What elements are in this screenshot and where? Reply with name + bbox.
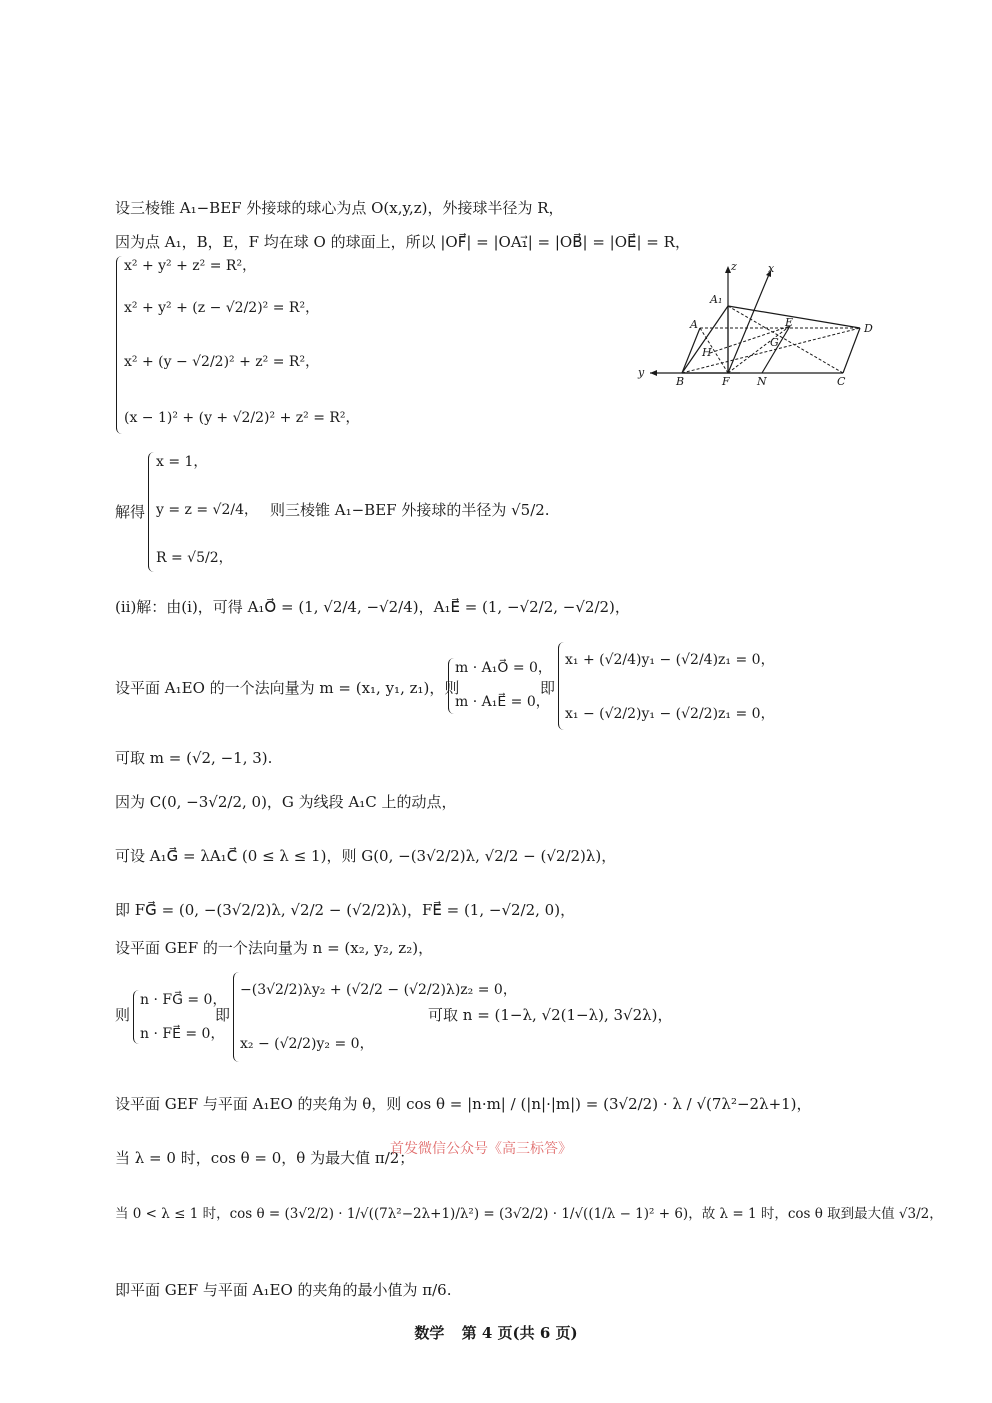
watermark-text: 首发微信公众号《高三标答》	[390, 1141, 572, 1157]
system1-eq-2: x² + y² + (z − √2/2)² = R²，	[124, 300, 320, 316]
ji-label-2: 即	[215, 1006, 231, 1024]
solution-brace	[148, 452, 155, 572]
system1-eq-1: x² + y² + z² = R²，	[124, 258, 257, 274]
text-line-final-answer: 即平面 GEF 与平面 A₁EO 的夹角的最小值为 π/6.	[115, 1281, 452, 1299]
text-line-lambda-zero: 当 λ = 0 时，cos θ = 0，θ 为最大值 π/2；	[115, 1149, 415, 1167]
x-axis	[728, 272, 770, 373]
text-line-cos-theta: 设平面 GEF 与平面 A₁EO 的夹角为 θ，则 cos θ = |n·m| / (|n|·|m|) = (3√2/2) · λ / √(7λ²−2λ+1)，	[115, 1095, 812, 1113]
edge-CD	[843, 328, 860, 373]
label-C: C	[837, 375, 846, 388]
system-m2-eq-2: x₁ − (√2/2)y₁ − (√2/2)z₁ = 0，	[565, 706, 775, 722]
system-n2-eq-2: x₂ − (√2/2)y₂ = 0，	[240, 1036, 374, 1052]
text-line-point-C: 因为 C(0, −3√2/2, 0)，G 为线段 A₁C 上的动点，	[115, 793, 457, 811]
label-E: E	[785, 316, 794, 329]
text-line-FG-FE: 即 FG⃗ = (0, −(3√2/2)λ, √2/2 − (√2/2)λ)，FE⃗ = (1, −√2/2, 0)，	[115, 901, 576, 919]
solution-yz: y = z = √2/4，	[156, 502, 258, 518]
solution-R: R = √5/2，	[156, 550, 233, 566]
solve-prefix: 解得	[115, 503, 146, 521]
ze-label: 则	[115, 1006, 131, 1024]
label-D: D	[864, 322, 873, 335]
label-H: H	[702, 346, 712, 359]
system-n-brace	[133, 990, 140, 1044]
solution-conclusion: 则三棱锥 A₁−BEF 外接球的半径为 √5/2.	[270, 501, 550, 519]
system-brace-1	[116, 256, 123, 434]
text-line-normal-m: 设平面 A₁EO 的一个法向量为 m = (x₁, y₁, z₁)，则	[115, 679, 460, 697]
page-footer	[0, 1322, 992, 1343]
label-A: A	[690, 318, 698, 331]
system1-eq-4: (x − 1)² + (y + √2/2)² + z² = R²，	[124, 410, 360, 426]
label-z: z	[731, 260, 737, 273]
label-A1: A₁	[710, 293, 723, 306]
footer-page-number: 第 4 页(共 6 页)	[461, 1324, 578, 1342]
system-m2-brace	[558, 642, 565, 730]
text-line-part-ii: (ⅱ)解：由(ⅰ)，可得 A₁O⃗ = (1, √2/4, −√2/4)，A₁E⃗ = (1, −√2/2, −√2/2)，	[115, 598, 630, 616]
text-line-sphere-center: 设三棱锥 A₁−BEF 外接球的球心为点 O(x,y,z)，外接球半径为 R，	[115, 199, 564, 217]
text-line-sphere-radius: 因为点 A₁，B，E，F 均在球 O 的球面上，所以 |OF⃗| = |OA₁⃗| = |OB⃗| = |OE⃗| = R，	[115, 233, 690, 251]
system-m-brace	[448, 658, 455, 714]
text-line-lambda-range: 当 0 < λ ≤ 1 时，cos θ = (3√2/2) · 1/√((7λ²−2λ+1)/λ²) = (3√2/2) · 1/√((1/λ − 1)² + 6)，故 λ = 1 时，cos θ 取到最大值 √3/2，	[115, 1206, 943, 1222]
system-n-eq-1: n · FG⃗ = 0，	[140, 992, 227, 1008]
label-x: x	[768, 262, 775, 275]
label-y: y	[638, 366, 645, 379]
text-line-normal-n: 设平面 GEF 的一个法向量为 n = (x₂, y₂, z₂)，	[115, 939, 434, 957]
system-n2-eq-1: −(3√2/2)λy₂ + (√2/2 − (√2/2)λ)z₂ = 0，	[240, 982, 517, 998]
text-n-value: 可取 n = (1−λ, √2(1−λ), 3√2λ)，	[428, 1006, 673, 1024]
system-n-eq-2: n · FE⃗ = 0，	[140, 1026, 225, 1042]
system-m-eq-2: m · A₁E⃗ = 0，	[455, 694, 550, 710]
footer-subject: 数学	[414, 1324, 445, 1342]
label-F: F	[722, 375, 730, 388]
text-line-m-value: 可取 m = (√2, −1, 3).	[115, 749, 273, 767]
system-m2-eq-1: x₁ + (√2/4)y₁ − (√2/4)z₁ = 0，	[565, 652, 775, 668]
system1-eq-3: x² + (y − √2/2)² + z² = R²，	[124, 354, 320, 370]
y-arrow	[650, 370, 657, 376]
solution-x: x = 1，	[156, 454, 208, 470]
label-G: G	[770, 336, 779, 349]
ji-label: 即	[540, 679, 556, 697]
label-B: B	[676, 375, 685, 388]
system-m-eq-1: m · A₁O⃗ = 0，	[455, 660, 552, 676]
system-n2-brace	[233, 972, 240, 1062]
text-line-point-G: 可设 A₁G⃗ = λA₁C⃗ (0 ≤ λ ≤ 1)，则 G(0, −(3√2/2)λ, √2/2 − (√2/2)λ)，	[115, 847, 617, 865]
label-N: N	[757, 375, 767, 388]
geometry-figure	[630, 258, 890, 388]
